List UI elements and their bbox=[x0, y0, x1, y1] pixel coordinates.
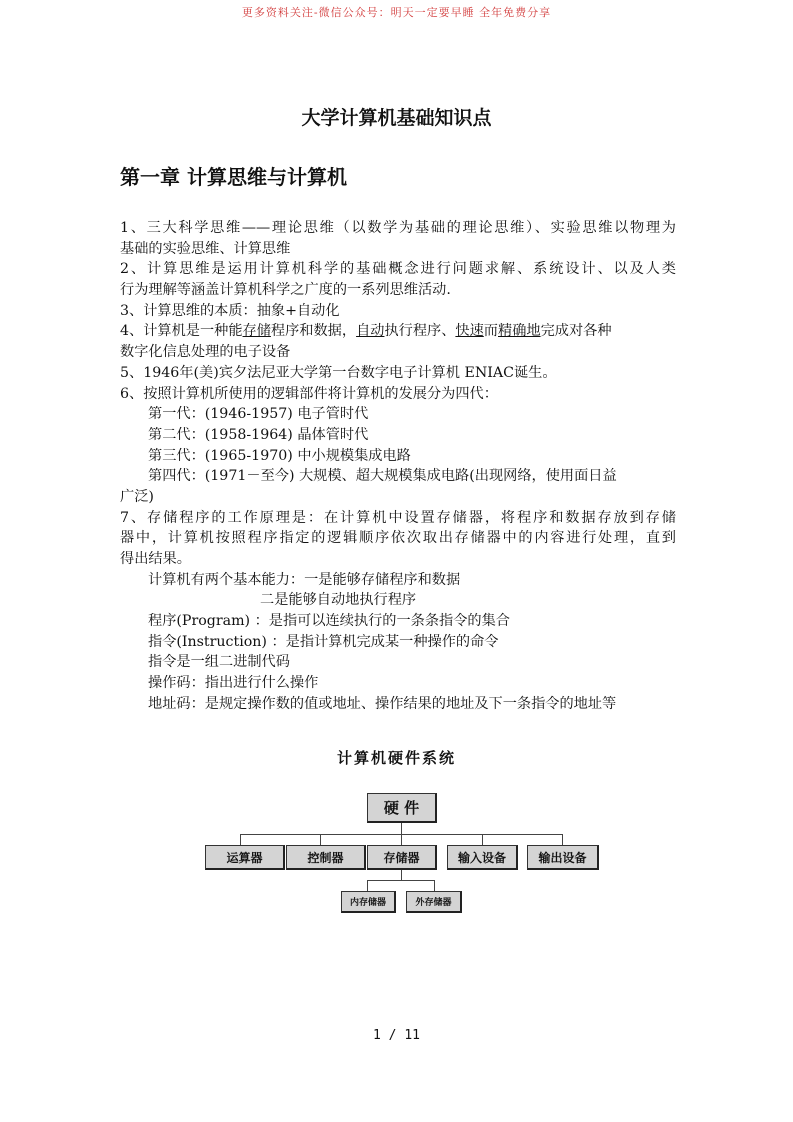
connector bbox=[240, 834, 563, 835]
controller-box: 控制器 bbox=[286, 845, 366, 870]
text-line: 7、存储程序的工作原理是：在计算机中设置存储器，将程序和数据存放到存储 bbox=[120, 509, 676, 526]
text-line: 数字化信息处理的电子设备 bbox=[120, 344, 291, 361]
text-line: 广泛) bbox=[120, 488, 154, 505]
memory-box: 存储器 bbox=[367, 845, 437, 870]
text-line: 1、三大科学思维——理论思维（以数学为基础的理论思维）、实验思维以物理为 bbox=[120, 220, 676, 236]
text-line: 6、按照计算机所使用的逻辑部件将计算机的发展分为四代： bbox=[120, 385, 498, 402]
connector bbox=[320, 834, 321, 845]
external-memory-box: 外存储器 bbox=[406, 891, 462, 913]
alu-box: 运算器 bbox=[205, 845, 285, 870]
text: 执行程序、 bbox=[384, 323, 456, 340]
text-line: 第二代：(1958-1964) 晶体管时代 bbox=[148, 426, 369, 443]
connector bbox=[562, 834, 563, 845]
page-number: 1 / 11 bbox=[373, 1028, 420, 1043]
connector bbox=[367, 880, 435, 881]
output-device-box: 输出设备 bbox=[527, 845, 599, 870]
text: 程序和数据， bbox=[270, 323, 357, 340]
text-line: 得出结果。 bbox=[120, 551, 191, 567]
text: 完成对各种 bbox=[540, 323, 612, 340]
body-text bbox=[120, 218, 676, 715]
connector bbox=[240, 834, 241, 845]
text-line: 3、计算思维的本质：抽象+自动化 bbox=[120, 302, 340, 319]
text-line: 计算机有两个基本能力：一是能够存储程序和数据 bbox=[148, 571, 461, 588]
underlined-text: 快速 bbox=[455, 323, 484, 340]
text-line: 行为理解等涵盖计算机科学之广度的一系列思维活动. bbox=[120, 282, 451, 299]
text-line: 指令是一组二进制代码 bbox=[148, 654, 290, 671]
text-line: 地址码：是规定操作数的值或地址、操作结果的地址及下一条指令的地址等 bbox=[148, 695, 617, 712]
diagram-title: 计算机硬件系统 bbox=[336, 749, 456, 767]
text-line: 第三代：(1965-1970) 中小规模集成电路 bbox=[148, 447, 411, 464]
text: 4、计算机是一种能 bbox=[120, 323, 243, 340]
internal-memory-box: 内存储器 bbox=[341, 891, 396, 913]
input-device-box: 输入设备 bbox=[447, 845, 518, 870]
text-line: 操作码：指出进行什么操作 bbox=[148, 675, 319, 692]
document-title: 大学计算机基础知识点 bbox=[301, 107, 492, 129]
text-line: 2、计算思维是运用计算机科学的基础概念进行问题求解、系统设计、以及人类 bbox=[120, 261, 676, 278]
hardware-box: 硬 件 bbox=[367, 793, 437, 823]
header-banner: 更多资料关注-微信公众号：明天一定要早睡 全年免费分享 bbox=[241, 6, 552, 19]
underlined-text: 精确地 bbox=[498, 323, 541, 340]
text-line: 指令(Instruction) ：是指计算机完成某一种操作的命令 bbox=[148, 633, 499, 650]
text-line: 基础的实验思维、计算思维 bbox=[120, 240, 291, 257]
text-line bbox=[120, 321, 676, 342]
chapter-heading: 第一章 计算思维与计算机 bbox=[120, 165, 347, 189]
connector bbox=[434, 880, 435, 891]
text-line: 二是能够自动地执行程序 bbox=[260, 592, 417, 609]
text: 而 bbox=[483, 323, 498, 340]
connector bbox=[482, 834, 483, 845]
text-line: 5、1946年(美)宾夕法尼亚大学第一台数字电子计算机 ENIAC诞生。 bbox=[120, 364, 557, 381]
text-line: 第四代：(1971－至今) 大规模、超大规模集成电路(出现网络，使用面日益 bbox=[148, 468, 617, 485]
underlined-text: 自动 bbox=[356, 323, 385, 340]
text-line: 程序(Program) ：是指可以连续执行的一条条指令的集合 bbox=[148, 613, 510, 630]
text-line: 第一代：(1946-1957) 电子管时代 bbox=[148, 406, 369, 423]
text-line: 器中，计算机按照程序指定的逻辑顺序依次取出存储器中的内容进行处理，直到 bbox=[120, 530, 676, 547]
connector bbox=[367, 880, 368, 891]
underlined-text: 存储 bbox=[242, 323, 271, 340]
